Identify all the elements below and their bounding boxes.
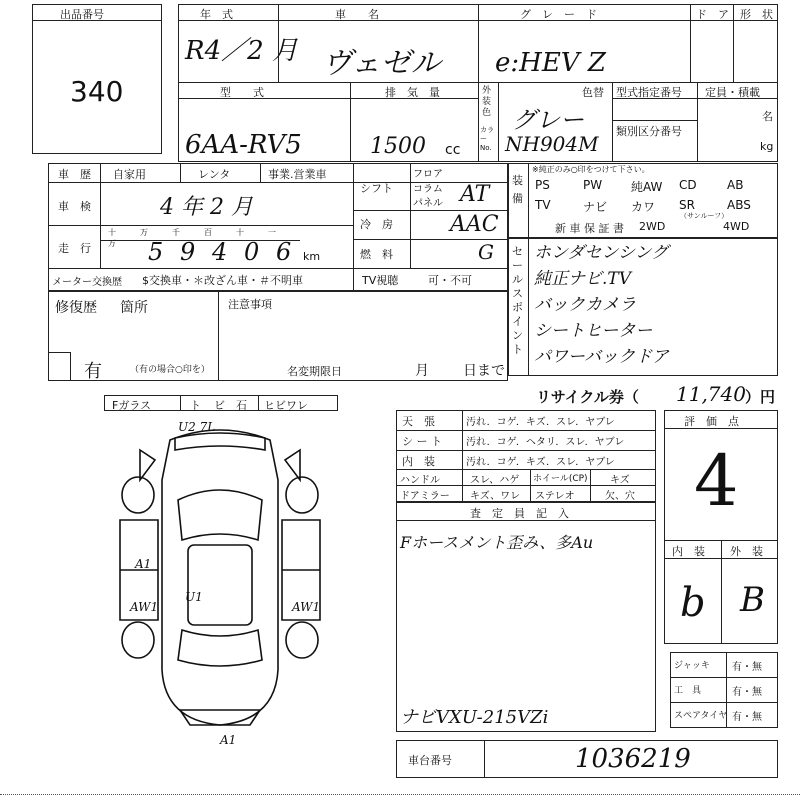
displacement-header: 排 気 量 bbox=[385, 86, 440, 99]
year-header: 年 式 bbox=[200, 8, 233, 21]
score-label: 評 価 点 bbox=[684, 415, 739, 428]
shape-header: 形 状 bbox=[740, 8, 773, 21]
tool-options: 有・無 bbox=[732, 687, 762, 698]
shift-floor: フロア bbox=[413, 169, 443, 180]
diagram-a1-bottom: A1 bbox=[220, 733, 237, 747]
mileage-digit: 0 bbox=[244, 238, 260, 266]
equipment-item: PS bbox=[535, 178, 550, 192]
capacity-header: 定員・積載 bbox=[705, 86, 760, 99]
fuel-value: G bbox=[478, 240, 494, 264]
equipment-item: ABS bbox=[727, 198, 751, 212]
color-value: グレー bbox=[512, 106, 584, 134]
mileage-digit-unit: 十 bbox=[236, 228, 244, 237]
deadline-label: 名変期限日 bbox=[287, 365, 342, 378]
equipment-item: 純AW bbox=[631, 180, 663, 194]
fuel-label: 燃 料 bbox=[360, 248, 393, 261]
shift-label: シフト bbox=[360, 182, 393, 195]
car-diagram bbox=[100, 420, 340, 740]
exterior-score: B bbox=[740, 580, 765, 620]
mirror-label: ドアミラー bbox=[400, 491, 450, 502]
type-no-header: 型式指定番号 bbox=[616, 86, 682, 99]
sales-point-line: シートヒーター bbox=[534, 321, 653, 341]
mileage-digit: 6 bbox=[276, 238, 292, 266]
condition-row-options: 汚れ．コゲ．キズ．スレ．ヤブレ bbox=[466, 457, 615, 468]
color-no-header: カラーNo. bbox=[480, 126, 494, 152]
glass-opt-bi: ビ bbox=[214, 399, 225, 412]
mileage-digit-unit: 十万 bbox=[108, 228, 116, 248]
interior-label: 内 装 bbox=[672, 545, 705, 558]
equipment-item: 新 車 保 証 書 bbox=[555, 222, 624, 235]
diagram-aw1-left: AW1 bbox=[130, 600, 159, 614]
diagram-aw1-right: AW1 bbox=[292, 600, 321, 614]
diagram-a1-left: A1 bbox=[135, 557, 152, 571]
class-no-header: 類別区分番号 bbox=[616, 125, 682, 138]
sales-point-line: パワーバックドア bbox=[534, 347, 669, 367]
model-header: 型 式 bbox=[220, 86, 264, 99]
grade-value: e:HEV Z bbox=[495, 48, 606, 78]
history-business: 事業.営業車 bbox=[268, 168, 327, 181]
color-change-header: 色替 bbox=[582, 86, 604, 99]
car-name-value: ヴェゼル bbox=[322, 46, 441, 81]
tv-options: 可・不可 bbox=[428, 274, 472, 287]
mileage-digit: 4 bbox=[212, 238, 228, 266]
year-value: R4／2 月 bbox=[185, 36, 298, 66]
ac-label: 冷 房 bbox=[360, 218, 393, 231]
mirror-options: キズ、ワレ bbox=[470, 491, 521, 502]
tool-label: スペアタイヤ bbox=[674, 711, 728, 721]
wheel-options: キズ bbox=[610, 475, 630, 486]
shift-panel: パネル bbox=[413, 198, 443, 209]
equipment-item: 4WD bbox=[723, 220, 750, 233]
equipment-item: AB bbox=[727, 178, 744, 192]
equipment-item: カワ bbox=[631, 200, 656, 214]
inspection-label: 車 検 bbox=[58, 200, 91, 213]
door-header: ド ア bbox=[696, 8, 729, 21]
glass-f-label: Fガラス bbox=[112, 399, 151, 412]
equipment-item: ナビ bbox=[583, 200, 608, 214]
history-private: 自家用 bbox=[113, 168, 146, 181]
wheel-label: ホイール(CP) bbox=[533, 474, 588, 484]
equipment-note: ※純正のみ○印をつけて下さい。 bbox=[532, 165, 650, 174]
inspector-note: Fホースメント歪み、多Au bbox=[400, 533, 594, 552]
deadline-day: 日まで bbox=[463, 363, 505, 379]
deadline-month: 月 bbox=[415, 363, 429, 379]
score-value: 4 bbox=[694, 440, 739, 522]
equipment-item: PW bbox=[583, 178, 603, 192]
ac-value: AAC bbox=[450, 212, 499, 237]
meter-options: $交換車・＊改ざん車・＃不明車 bbox=[142, 274, 303, 287]
cc-unit: cc bbox=[445, 142, 461, 158]
history-rental: レンタ bbox=[198, 168, 231, 181]
glass-opt-to: ト bbox=[190, 399, 201, 412]
sales-points-label: セールスポイント bbox=[512, 245, 523, 356]
lot-label: 出品番号 bbox=[60, 8, 104, 21]
tool-label: 工 具 bbox=[674, 686, 702, 696]
condition-row-options: 汚れ．コゲ．キズ．スレ．ヤブレ bbox=[466, 417, 615, 428]
capacity-unit-persons: 名 bbox=[762, 110, 773, 123]
repair-box bbox=[48, 291, 508, 381]
tool-label: ジャッキ bbox=[674, 661, 710, 671]
condition-row-label: 内 装 bbox=[402, 455, 435, 468]
equipment-item: SR bbox=[679, 198, 695, 212]
handle-label: ハンドル bbox=[400, 475, 440, 486]
equipment-item: 2WD bbox=[639, 220, 666, 233]
grade-header: グ レ ー ド bbox=[520, 8, 597, 21]
interior-score: b bbox=[680, 580, 706, 626]
equipment-label: 装備 bbox=[512, 174, 523, 205]
chassis-number: 1036219 bbox=[575, 744, 691, 774]
mileage-digit-unit: 万 bbox=[140, 228, 148, 237]
condition-row-label: シ ー ト bbox=[402, 435, 442, 448]
nav-model: ナビVXU-215VZi bbox=[400, 707, 549, 728]
tool-options: 有・無 bbox=[732, 662, 762, 673]
recycle-value: 11,740 bbox=[676, 382, 746, 406]
handle-options: スレ、ハゲ bbox=[470, 475, 520, 486]
diagram-note-top: U2 7L bbox=[178, 420, 216, 434]
equipment-item: TV bbox=[535, 198, 551, 212]
equipment-item: CD bbox=[679, 178, 697, 192]
stereo-label: ステレオ bbox=[535, 491, 575, 502]
model-value: 6AA-RV5 bbox=[185, 130, 302, 160]
shift-column: コラム bbox=[413, 184, 443, 195]
name-header: 車 名 bbox=[335, 8, 379, 21]
inspector-label: 査 定 員 記 入 bbox=[470, 507, 569, 520]
mileage-digit: 5 bbox=[148, 238, 164, 266]
tool-options: 有・無 bbox=[732, 712, 762, 723]
mileage-digit-unit: 百 bbox=[204, 228, 212, 237]
repair-label: 修復歴 bbox=[55, 300, 97, 316]
ext-color-header: 外装色 bbox=[482, 86, 492, 118]
stereo-options: 欠、穴 bbox=[605, 491, 635, 502]
mileage-digit-unit: 一 bbox=[268, 228, 276, 237]
glass-opt-ishi: 石 bbox=[236, 399, 247, 412]
glass-opt-crack: ヒビワレ bbox=[264, 399, 308, 412]
capacity-unit-kg: kg bbox=[760, 140, 774, 153]
sunroof-note: （サンルーフ） bbox=[680, 212, 729, 220]
repair-value: 有 bbox=[84, 361, 102, 382]
recycle-unit: ）円 bbox=[745, 388, 776, 406]
repair-hint: （有の場合○印を） bbox=[130, 365, 210, 375]
mileage-digit-unit: 千 bbox=[172, 228, 180, 237]
chassis-label: 車台番号 bbox=[408, 754, 452, 767]
color-code-value: NH904M bbox=[505, 132, 599, 156]
mileage-label: 走 行 bbox=[58, 242, 91, 255]
lot-number: 340 bbox=[70, 75, 124, 108]
condition-row-label: 天 張 bbox=[402, 415, 435, 428]
shift-value: AT bbox=[460, 182, 490, 207]
sales-point-line: ホンダセンシング bbox=[534, 243, 669, 263]
meter-label: メーター交換歴 bbox=[52, 277, 122, 288]
sales-point-line: 純正ナビ.TV bbox=[534, 269, 632, 289]
diagram-u1: U1 bbox=[185, 590, 203, 604]
notes-label: 注意事項 bbox=[228, 298, 272, 311]
mileage-digit: 9 bbox=[180, 238, 196, 266]
tv-label: TV視聴 bbox=[362, 274, 399, 287]
recycle-label: リサイクル券（ bbox=[536, 388, 639, 406]
bottom-rule bbox=[0, 794, 800, 795]
condition-row-options: 汚れ．コゲ．ヘタリ．スレ．ヤブレ bbox=[466, 437, 625, 448]
displacement-value: 1500 bbox=[370, 134, 426, 159]
inspection-value: 4 年 2 月 bbox=[160, 195, 253, 220]
repair-location-label: 箇所 bbox=[120, 300, 148, 316]
exterior-label: 外 装 bbox=[730, 545, 763, 558]
km-unit: km bbox=[303, 250, 321, 263]
sales-point-line: バックカメラ bbox=[534, 295, 636, 315]
history-label: 車 歴 bbox=[58, 168, 91, 181]
